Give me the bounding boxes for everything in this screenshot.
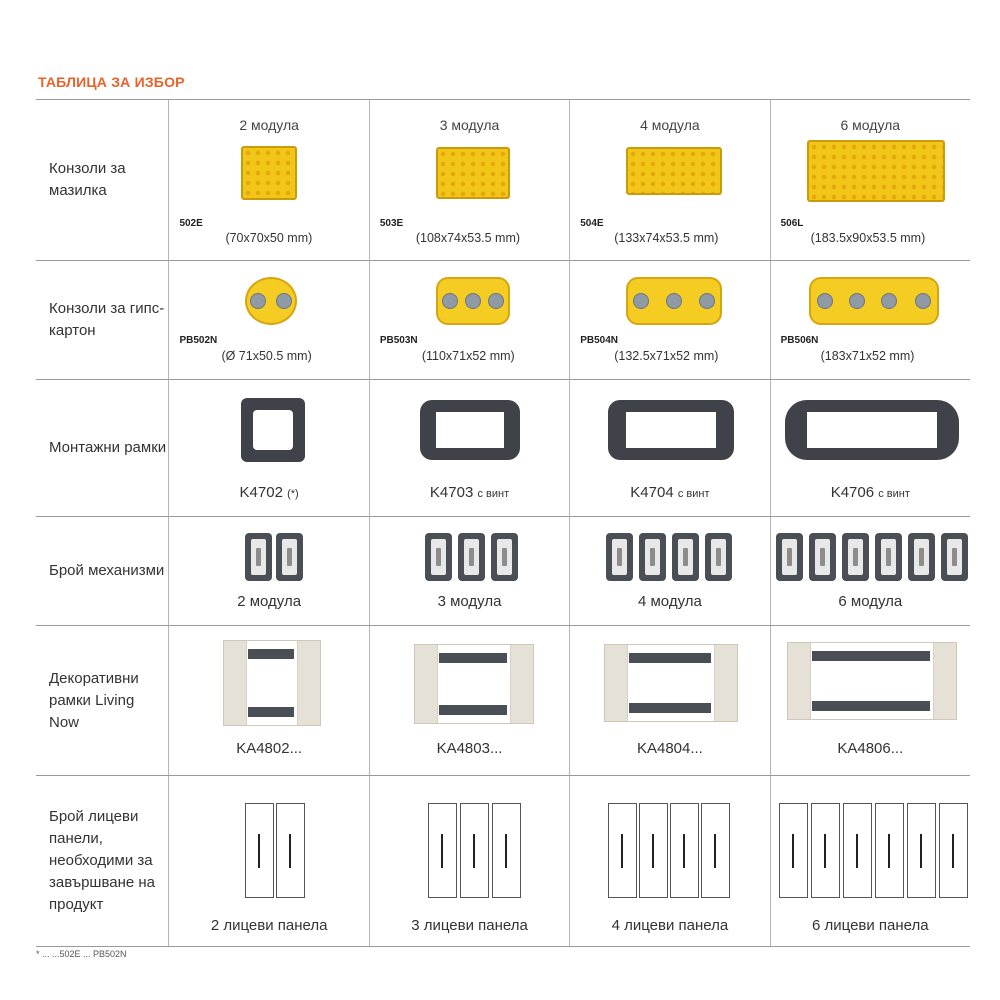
mechanism-count: 3 модула [437,593,502,610]
frame-image [420,400,520,460]
mechanism-image [875,533,902,581]
product-code: PB503N [379,335,418,346]
frame-name: K4706 с винт [830,484,910,501]
cover-image [907,803,936,898]
frame-name: K4703 с винт [429,484,510,501]
cell-6-modules [770,100,970,260]
dimensions: (183.5x90x53.5 mm) [810,231,926,245]
mechanism-image [491,533,518,581]
cover-count: 2 лицеви панела [210,917,328,934]
row-face-covers [36,775,970,947]
cell-4-modules [569,626,769,775]
row-decorative-frames [36,625,970,775]
dimensions: (132.5x71x52 mm) [614,349,719,363]
row-label: Брой механизми [49,562,165,579]
product-code: 506L [780,218,804,229]
dimensions: (110x71x52 mm) [421,349,515,363]
dimensions: (Ø 71x50.5 mm) [221,349,312,363]
cell-6-modules [770,776,970,946]
cover-image [701,803,730,898]
cover-image [492,803,521,898]
plate-image [414,644,534,724]
frame-image [608,400,734,460]
cell-6-modules [770,517,970,625]
cover-image [608,803,637,898]
mechanism-image [458,533,485,581]
decor-code: KA4802... [236,740,303,757]
dimensions: (108x74x53.5 mm) [415,231,521,245]
cover-image [779,803,808,898]
product-code: 504E [580,218,604,229]
mechanism-image [809,533,836,581]
mechanism-image [606,533,633,581]
cover-image [639,803,668,898]
selection-table [36,99,970,947]
row-label: Конзоли за мазилка [49,160,126,199]
mechanism-image [908,533,935,581]
column-header: 2 модула [239,117,299,133]
mechanism-image [245,533,272,581]
dimensions: (183x71x52 mm) [820,349,915,363]
row-label: Монтажни рамки [49,439,167,456]
plate-image [787,642,957,720]
cover-image [460,803,489,898]
product-code: PB504N [580,335,619,346]
mechanism-image [842,533,869,581]
cell-4-modules [569,776,769,946]
cell-2-modules [168,380,368,516]
decor-code: KA4806... [837,740,904,757]
cell-3-modules [369,776,569,946]
cell-2-modules [168,261,368,379]
decor-code: KA4803... [436,740,503,757]
cell-3-modules [369,626,569,775]
mechanism-image [941,533,968,581]
cell-3-modules [369,261,569,379]
row-label: Конзоли за гипс-картон [49,300,165,339]
cell-4-modules [569,100,769,260]
cell-4-modules [569,261,769,379]
column-header: 3 модула [439,117,500,133]
cover-image [276,803,305,898]
page-title: ТАБЛИЦА ЗА ИЗБОР [38,74,185,90]
cell-2-modules [168,517,368,625]
box-image [626,277,722,325]
frame-image [241,398,305,462]
product-code: PB506N [780,335,819,346]
cell-6-modules [770,380,970,516]
mechanism-image [672,533,699,581]
cover-image [843,803,872,898]
row-mounting-frames [36,379,970,516]
mechanism-count: 6 модула [838,593,903,610]
row-mechanisms [36,516,970,625]
cell-2-modules [168,100,368,260]
cover-image [245,803,274,898]
box-image [807,140,945,202]
dimensions: (70x70x50 mm) [225,231,313,245]
row-label: Декоративни рамки Living Now [49,669,139,731]
box-image [809,277,939,325]
column-header: 6 модула [840,117,901,133]
cell-4-modules [569,517,769,625]
mechanism-image [705,533,732,581]
cell-6-modules [770,261,970,379]
mechanism-image [639,533,666,581]
row-drywall-boxes [36,260,970,379]
box-image [436,277,510,325]
plate-image [604,644,738,722]
cell-3-modules [369,380,569,516]
box-image [241,146,297,200]
cell-6-modules [770,626,970,775]
dimensions: (133x74x53.5 mm) [614,231,719,245]
cover-count: 3 лицеви панела [411,917,528,934]
cover-image [811,803,840,898]
decor-code: KA4804... [636,740,703,757]
cell-2-modules [168,776,368,946]
mechanism-image [776,533,803,581]
box-image [626,147,722,195]
cover-image [428,803,457,898]
cover-count: 6 лицеви панела [812,917,929,934]
box-image [436,147,510,199]
product-code: 503E [379,218,404,229]
cell-3-modules [369,517,569,625]
cell-4-modules [569,380,769,516]
cover-count: 4 лицеви панела [611,917,729,934]
column-header: 4 модула [640,117,700,133]
footnote: * ... ...502E ... PB502N [36,949,127,959]
box-image [245,277,297,325]
frame-name: K4702 (*) [239,484,299,501]
cover-image [939,803,968,898]
frame-name: K4704 с винт [630,484,710,501]
row-label: Брой лицеви панели, необходими за завършване на продукт [49,808,156,913]
cover-image [670,803,699,898]
mechanism-image [276,533,303,581]
product-code: 502E [179,218,203,229]
product-code: PB502N [179,335,218,346]
cell-3-modules [369,100,569,260]
mechanism-image [425,533,452,581]
plate-image [223,640,321,726]
frame-image [785,400,959,460]
row-plaster-boxes [36,99,970,260]
mechanism-count: 4 модула [637,593,702,610]
cell-2-modules [168,626,368,775]
cover-image [875,803,904,898]
mechanism-count: 2 модула [237,593,302,610]
